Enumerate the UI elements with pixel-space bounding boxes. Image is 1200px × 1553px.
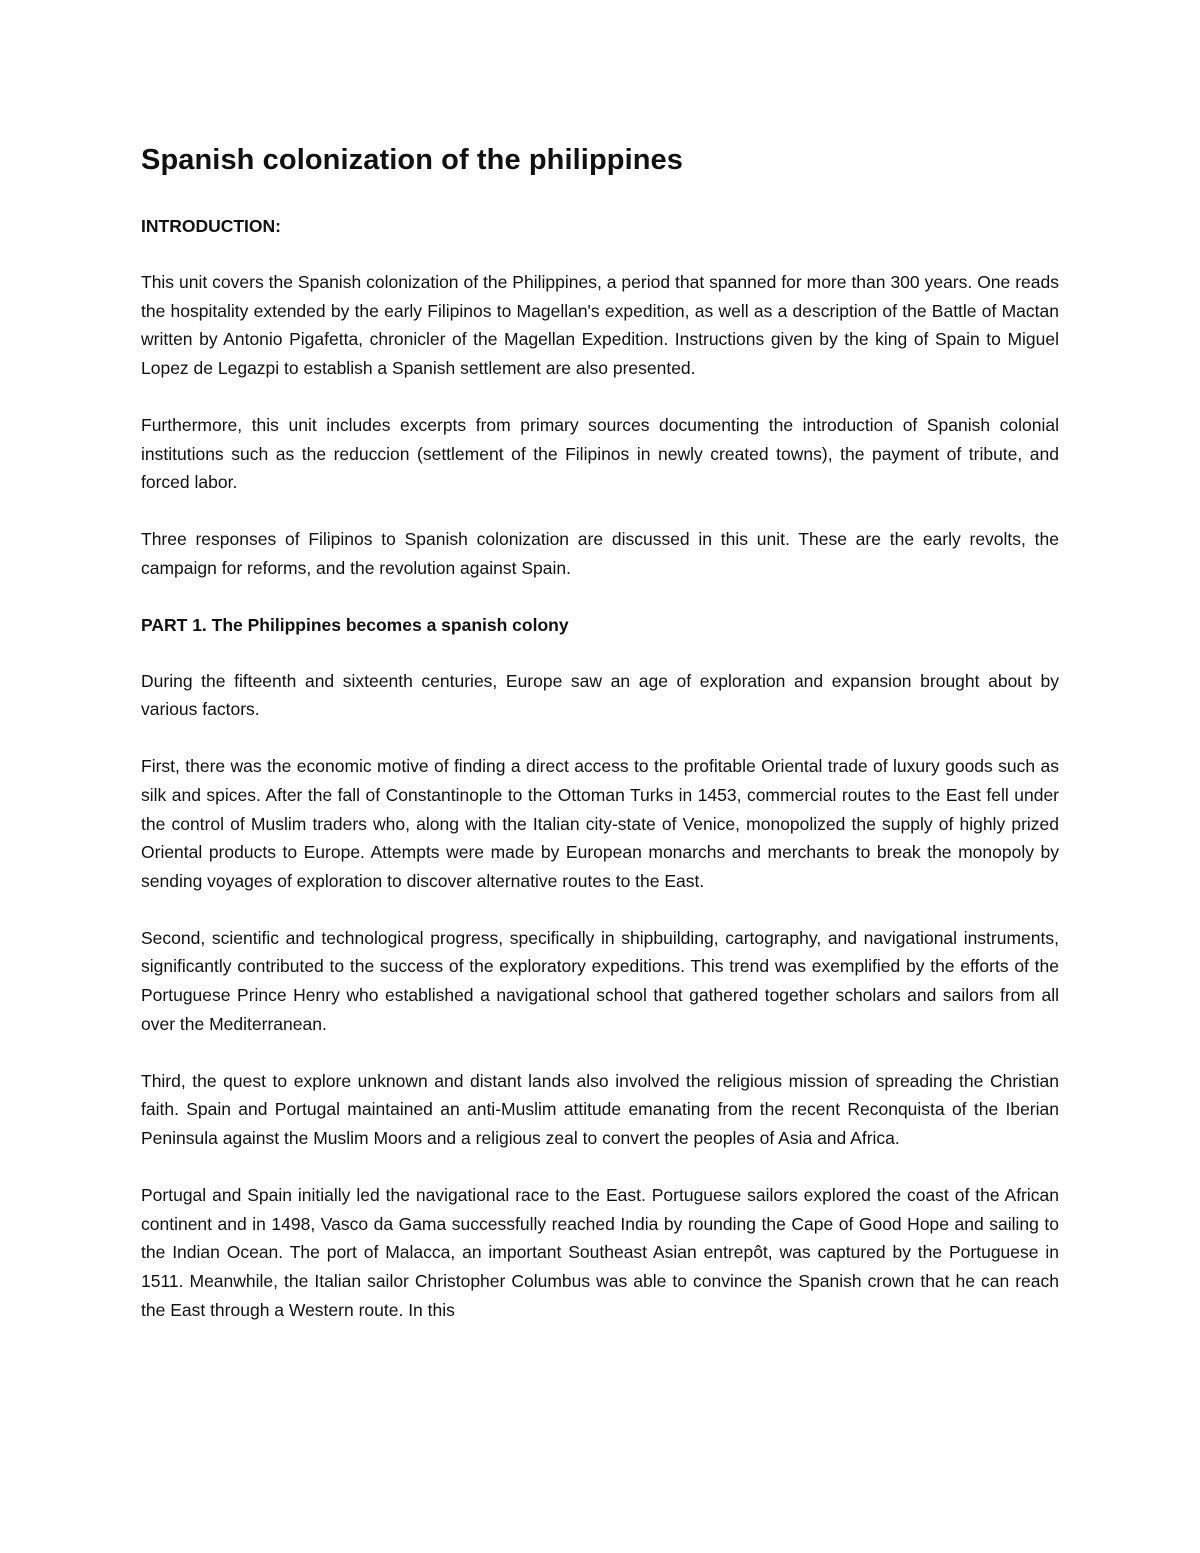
document-title: Spanish colonization of the philippines <box>141 144 684 176</box>
part1-paragraph: Portugal and Spain initially led the navigational race to the East. Portuguese sailors explored the coast of the African continent and in 1498, Vasco da Gama successfully reached India by rounding the Cape of Good Hope and sailing to the Indian Ocean. The port of Malacca, an important Southeast Asian entrepôt, was captured by the Portuguese in 1511. Meanwhile, the Italian sailor Christopher Columbus was able to convince the Spanish crown that he can reach the East through a Western route. In this <box>141 1185 1059 1320</box>
introduction-paragraph: Furthermore, this unit includes excerpts from primary sources documenting the introduction of Spanish colonial institutions such as the reduccion (settlement of the Filipinos in newly created towns), the payment of tribute, and forced labor. <box>141 414 1059 493</box>
part1-paragraph: Second, scientific and technological progress, specifically in shipbuilding, cartography, and navigational instruments, significantly contributed to the success of the exploratory expeditions. This trend was exemplified by the efforts of the Portuguese Prince Henry who established a navigational school that gathered together scholars and sailors from all over the Mediterranean. <box>141 927 1059 1034</box>
introduction-paragraph: This unit covers the Spanish colonization of the Philippines, a period that spanned for more than 300 years. One reads the hospitality extended by the early Filipinos to Magellan's expedition, as well as a description of the Battle of Mactan written by Antonio Pigafetta, chronicler of the Magellan Expedition. Instructions given by the king of Spain to Miguel Lopez de Legazpi to establish a Spanish settlement are also presented. <box>141 272 1059 378</box>
part1-paragraph: During the fifteenth and sixteenth centuries, Europe saw an age of exploration and expansion brought about by various factors. <box>141 670 1059 720</box>
introduction-heading: INTRODUCTION: <box>141 216 281 236</box>
part1-paragraph: First, there was the economic motive of finding a direct access to the profitable Oriental trade of luxury goods such as silk and spices. After the fall of Constantinople to the Ottoman Turks in 1453, commercial routes to the East fell under the control of Muslim traders who, along with the Italian city-state of Venice, monopolized the supply of highly prized Oriental products to Europe. Attempts were made by European monarchs and merchants to break the monopoly by sending voyages of exploration to discover alternative routes to the East. <box>141 756 1059 891</box>
document-page <box>141 140 1059 1324</box>
part1-paragraph: Third, the quest to explore unknown and distant lands also involved the religious mission of spreading the Christian faith. Spain and Portugal maintained an anti-Muslim attitude emanating from the recent Reconquista of the Iberian Peninsula against the Muslim Moors and a religious zeal to convert the peoples of Asia and Africa. <box>141 1070 1059 1149</box>
introduction-paragraph: Three responses of Filipinos to Spanish colonization are discussed in this unit. These are the early revolts, the campaign for reforms, and the revolution against Spain. <box>141 529 1059 578</box>
part1-heading: PART 1. The Philippines becomes a spanish colony <box>141 614 569 635</box>
